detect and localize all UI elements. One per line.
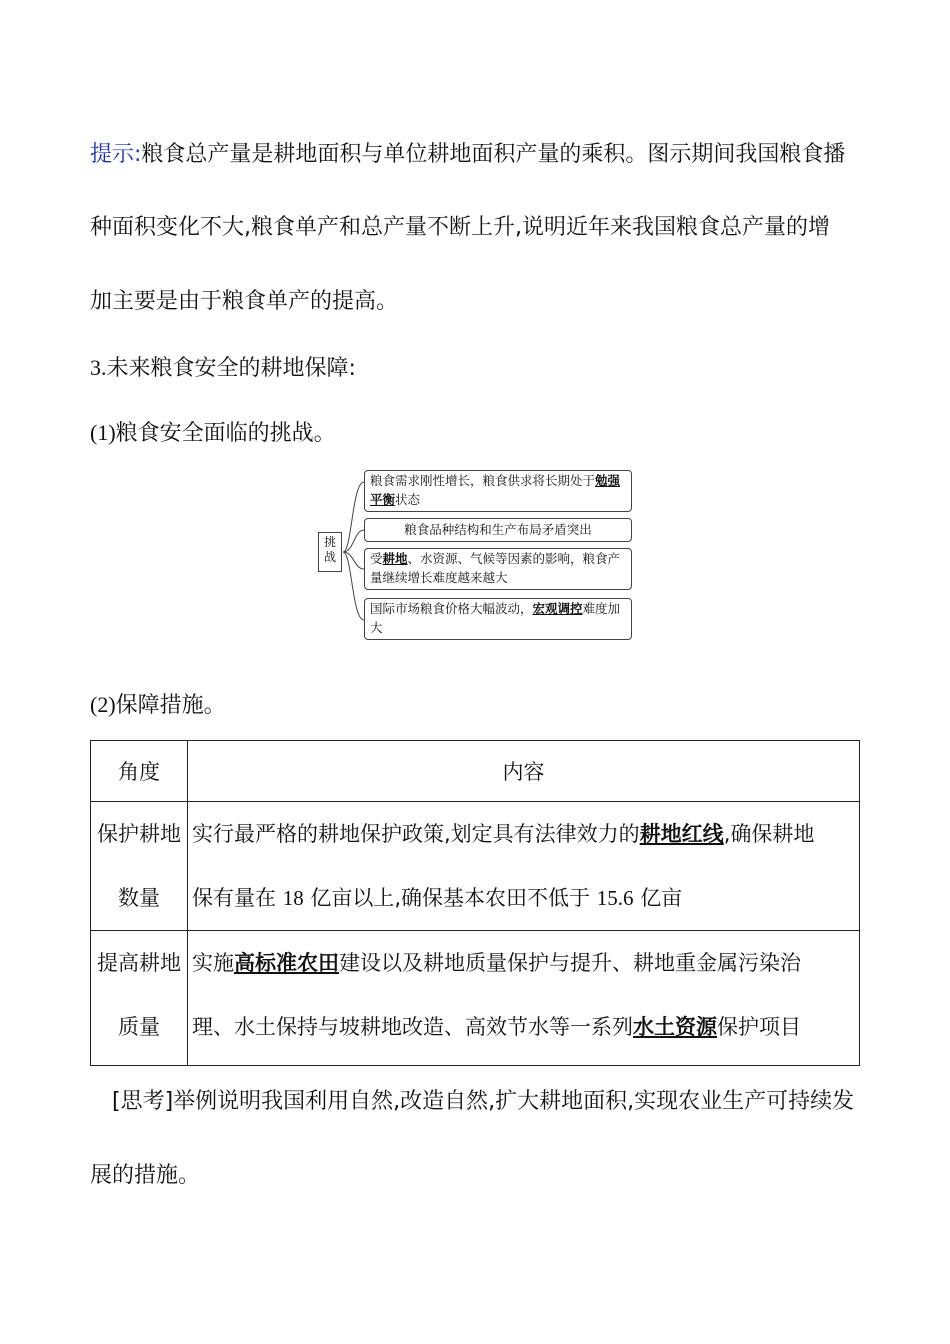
row-1-text-e: 亿亩 [640,886,683,910]
row-2-text-d: 保护项目 [717,1015,801,1039]
hint-line-1 [90,137,845,168]
section-3-number: 3. [90,355,107,380]
diagram-root-char-2: 战 [323,550,336,564]
row-1-text-d: 亿亩以上,确保基本农田不低于 [310,886,591,910]
table-row [91,931,860,1066]
table-row [91,802,860,931]
sub-1-title: 粮食安全面临的挑战。 [115,421,336,446]
row-1-keyword: 耕地红线 [639,822,724,846]
row-1-content-line-1 [192,802,859,866]
header-angle: 角度 [91,741,188,802]
hint-label: 提示: [90,142,142,167]
row-2-text-a: 实施 [192,951,234,975]
diagram-item-1 [364,470,632,512]
diagram-item-2 [364,518,632,542]
section-3-heading [90,351,356,382]
row-2-angle-line-2: 质量 [118,1015,160,1039]
hint-line-2: 种面积变化不大,粮食单产和总产量不断上升,说明近年来我国粮食总产量的增 [90,215,830,240]
hint-line-3: 加主要是由于粮食单产的提高。 [90,289,399,314]
row-2-keyword-1: 高标准农田 [234,951,339,975]
row-2-angle [91,931,188,1066]
section-3-title: 未来粮食安全的耕地保障: [106,356,356,381]
row-1-text-b: ,确保耕地 [723,822,815,846]
diagram-item-3-tail: 、水资源、气候等因素的影响，粮食产量继续增长难度越来越大 [370,551,621,585]
row-1-text-c: 保有量在 [192,886,276,910]
row-1-number-2: 15.6 [596,886,634,910]
diagram-item-2-text: 粮食品种结构和生产布局矛盾突出 [404,522,592,537]
diagram-item-3 [364,548,632,590]
think-line-2: 展的措施。 [90,1163,201,1188]
sub-2-heading [90,688,226,719]
think-line-1 [112,1084,854,1115]
row-2-text-c: 理、水土保持与坡耕地改造、高效节水等一系列 [192,1015,633,1039]
row-2-content-line-2 [192,995,859,1059]
row-2-content-line-1 [192,931,859,995]
row-2-angle-line-1: 提高耕地 [97,951,181,975]
diagram-item-3-text: 受 [370,551,383,566]
row-1-angle-line-2: 数量 [118,886,160,910]
diagram-item-1-key: 勉强平衡 [370,473,621,507]
diagram-item-3-key: 耕地 [382,551,408,566]
think-text-1: 举例说明我国利用自然,改造自然,扩大耕地面积,实现农业生产可持续发 [173,1089,855,1114]
measures-table [90,740,860,1066]
diagram-item-1-tail: 状态 [395,492,421,507]
diagram-item-4 [364,598,632,640]
row-1-angle [91,802,188,931]
think-tag: [思考] [112,1089,174,1114]
row-2-keyword-2: 水土资源 [633,1015,717,1039]
sub-2-number: (2) [90,692,116,717]
row-2-content [188,931,860,1066]
row-1-number-1: 18 [282,886,304,910]
diagram-root-char-1: 挑 [323,535,336,549]
row-1-content [188,802,860,931]
diagram-item-4-tail: 难度加大 [370,601,621,635]
table-header-row [91,741,860,802]
diagram-root-challenge [318,532,342,572]
challenge-diagram [316,468,638,644]
row-1-angle-line-1: 保护耕地 [97,822,181,846]
header-content: 内容 [188,741,860,802]
row-1-text-a: 实行最严格的耕地保护政策,划定具有法律效力的 [192,822,640,846]
row-2-text-b: 建设以及耕地质量保护与提升、耕地重金属污染治 [339,951,801,975]
sub-2-title: 保障措施。 [115,693,226,718]
diagram-item-1-text: 粮食需求刚性增长，粮食供求将长期处于 [370,473,596,488]
row-1-content-line-2 [192,866,859,930]
diagram-item-4-text: 国际市场粮食价格大幅波动， [370,601,533,616]
diagram-item-4-key: 宏观调控 [532,601,583,616]
sub-1-heading [90,416,336,447]
hint-text-1: 粮食总产量是耕地面积与单位耕地面积产量的乘积。图示期间我国粮食播 [141,142,846,167]
sub-1-number: (1) [90,420,116,445]
